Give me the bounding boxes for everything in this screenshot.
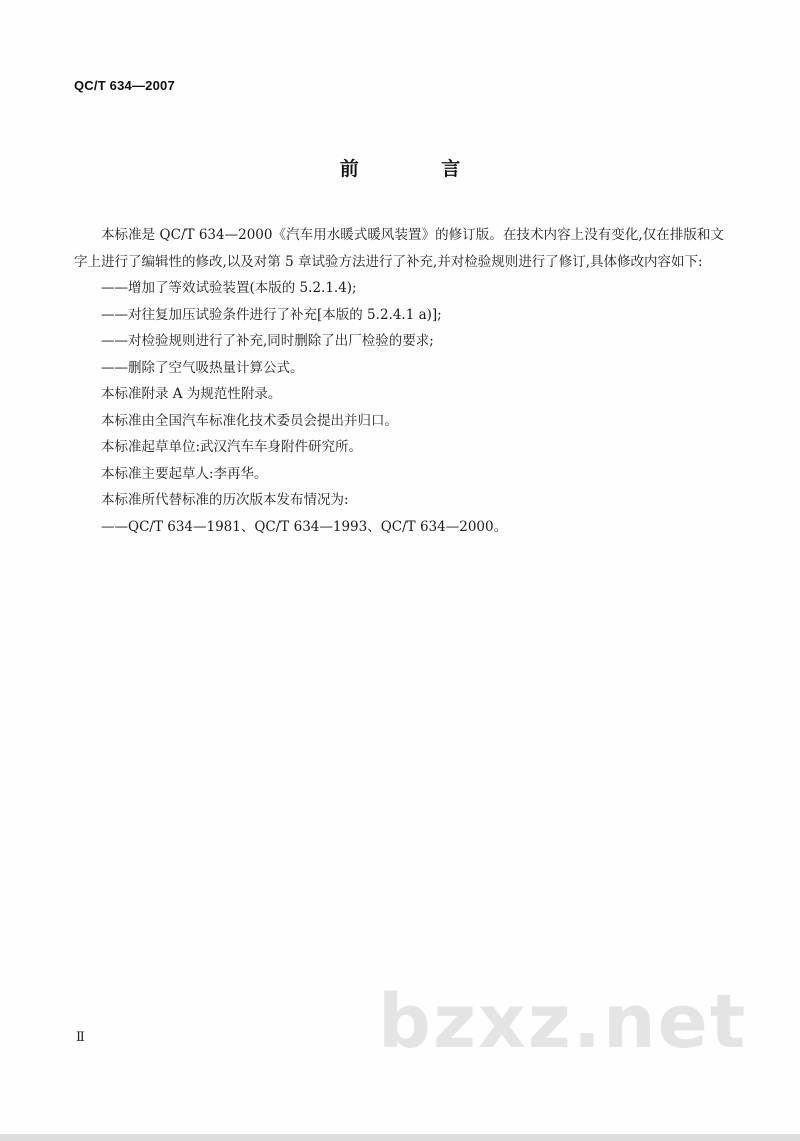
statement-proposer: 本标准由全国汽车标准化技术委员会提出并归口。 (101, 412, 398, 429)
page-title: 前 言 (339, 158, 499, 180)
change-item: ——增加了等效试验装置(本版的 5.2.1.4); (101, 280, 357, 296)
statement-history-intro: 本标准所代替标准的历次版本发布情况为: (101, 492, 349, 508)
standard-code: QC/T 634—2007 (74, 78, 175, 93)
page-number: Ⅱ (76, 1030, 85, 1045)
watermark-logo: bzxz.net (378, 979, 748, 1065)
intro-paragraph: 本标准是 QC/T 634—2000《汽车用水暖式暖风装置》的修订版。在技术内容上没有变化,仅在排版和文字上进行了编辑性的修改,以及对第 5 章试验方法进行了补充,并对检验规则进行了修订,具体修改内容如下: (74, 227, 724, 270)
page-bottom-edge (0, 1134, 800, 1141)
foreword-body (74, 222, 724, 540)
statement-drafting-unit: 本标准起草单位:武汉汽车车身附件研究所。 (101, 439, 363, 455)
change-item: ——对检验规则进行了补充,同时删除了出厂检验的要求; (101, 333, 434, 349)
change-item: ——对往复加压试验条件进行了补充[本版的 5.2.4.1 a)]; (101, 306, 442, 323)
statement-annex: 本标准附录 A 为规范性附录。 (101, 386, 282, 402)
history-list: ——QC/T 634—1981、QC/T 634—1993、QC/T 634—2000。 (101, 518, 508, 535)
statement-drafter: 本标准主要起草人:李再华。 (101, 465, 268, 482)
change-item: ——删除了空气吸热量计算公式。 (101, 359, 304, 376)
